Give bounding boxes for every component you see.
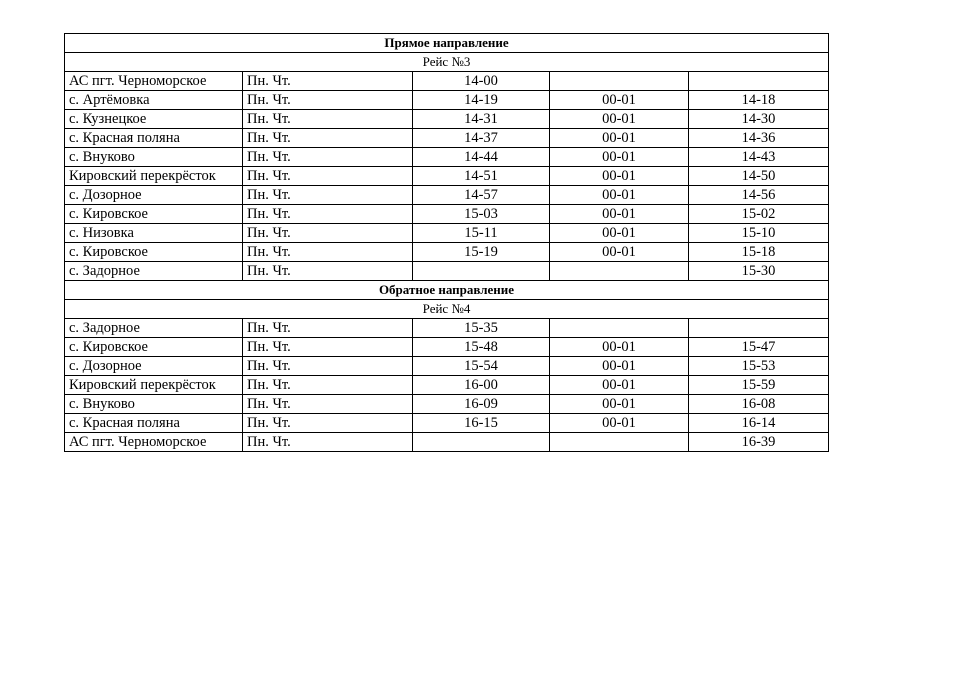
departure-time-cell (413, 262, 550, 281)
stop-duration-cell (550, 433, 689, 452)
stop-name-cell: с. Кировское (65, 338, 243, 357)
departure-time-cell: 14-00 (413, 72, 550, 91)
arrival-time-cell: 16-08 (689, 395, 829, 414)
table-row (65, 262, 829, 281)
departure-time-cell: 14-44 (413, 148, 550, 167)
arrival-time-cell: 14-18 (689, 91, 829, 110)
stop-name-cell: с. Кировское (65, 205, 243, 224)
arrival-time-cell: 14-43 (689, 148, 829, 167)
stop-duration-cell: 00-01 (550, 167, 689, 186)
forward-trip-number: Рейс №3 (65, 53, 829, 72)
table-row (65, 395, 829, 414)
stop-duration-cell: 00-01 (550, 376, 689, 395)
departure-time-cell: 14-57 (413, 186, 550, 205)
table-row (65, 338, 829, 357)
days-cell: Пн. Чт. (243, 205, 413, 224)
stop-duration-cell (550, 319, 689, 338)
forward-header: Прямое направление (65, 34, 829, 53)
table-row (65, 148, 829, 167)
arrival-time-cell: 15-47 (689, 338, 829, 357)
stop-name-cell: с. Задорное (65, 319, 243, 338)
arrival-time-cell: 15-10 (689, 224, 829, 243)
arrival-time-cell: 15-53 (689, 357, 829, 376)
stop-name-cell: с. Задорное (65, 262, 243, 281)
days-cell: Пн. Чт. (243, 91, 413, 110)
arrival-time-cell (689, 72, 829, 91)
days-cell: Пн. Чт. (243, 72, 413, 91)
departure-time-cell (413, 433, 550, 452)
stop-name-cell: с. Внуково (65, 395, 243, 414)
table-row (65, 433, 829, 452)
days-cell: Пн. Чт. (243, 395, 413, 414)
days-cell: Пн. Чт. (243, 357, 413, 376)
days-cell: Пн. Чт. (243, 167, 413, 186)
stop-name-cell: с. Кузнецкое (65, 110, 243, 129)
departure-time-cell: 16-00 (413, 376, 550, 395)
stop-name-cell: Кировский перекрёсток (65, 167, 243, 186)
arrival-time-cell: 15-59 (689, 376, 829, 395)
stop-duration-cell: 00-01 (550, 243, 689, 262)
departure-time-cell: 15-35 (413, 319, 550, 338)
arrival-time-cell (689, 319, 829, 338)
arrival-time-cell: 14-50 (689, 167, 829, 186)
departure-time-cell: 14-31 (413, 110, 550, 129)
stop-name-cell: АС пгт. Черноморское (65, 72, 243, 91)
table-row (65, 110, 829, 129)
days-cell: Пн. Чт. (243, 376, 413, 395)
arrival-time-cell: 15-30 (689, 262, 829, 281)
arrival-time-cell: 14-56 (689, 186, 829, 205)
table-row (65, 167, 829, 186)
departure-time-cell: 15-48 (413, 338, 550, 357)
arrival-time-cell: 16-39 (689, 433, 829, 452)
stop-duration-cell: 00-01 (550, 91, 689, 110)
arrival-time-cell: 14-30 (689, 110, 829, 129)
departure-time-cell: 15-54 (413, 357, 550, 376)
stop-duration-cell: 00-01 (550, 414, 689, 433)
stop-name-cell: с. Дозорное (65, 186, 243, 205)
stop-name-cell: с. Низовка (65, 224, 243, 243)
stop-name-cell: с. Красная поляна (65, 414, 243, 433)
days-cell: Пн. Чт. (243, 243, 413, 262)
trip-number-row (65, 300, 829, 319)
days-cell: Пн. Чт. (243, 110, 413, 129)
trip-number-row (65, 53, 829, 72)
days-cell: Пн. Чт. (243, 148, 413, 167)
stop-duration-cell: 00-01 (550, 338, 689, 357)
days-cell: Пн. Чт. (243, 224, 413, 243)
departure-time-cell: 14-51 (413, 167, 550, 186)
table-row (65, 72, 829, 91)
departure-time-cell: 16-09 (413, 395, 550, 414)
days-cell: Пн. Чт. (243, 319, 413, 338)
stop-duration-cell: 00-01 (550, 224, 689, 243)
days-cell: Пн. Чт. (243, 414, 413, 433)
timetable (64, 33, 829, 452)
departure-time-cell: 15-19 (413, 243, 550, 262)
days-cell: Пн. Чт. (243, 129, 413, 148)
days-cell: Пн. Чт. (243, 262, 413, 281)
stop-duration-cell: 00-01 (550, 148, 689, 167)
table-row (65, 243, 829, 262)
stop-duration-cell: 00-01 (550, 110, 689, 129)
arrival-time-cell: 15-02 (689, 205, 829, 224)
departure-time-cell: 15-11 (413, 224, 550, 243)
table-row (65, 91, 829, 110)
table-row (65, 205, 829, 224)
days-cell: Пн. Чт. (243, 338, 413, 357)
stop-name-cell: АС пгт. Черноморское (65, 433, 243, 452)
departure-time-cell: 15-03 (413, 205, 550, 224)
stop-duration-cell: 00-01 (550, 395, 689, 414)
table-row (65, 129, 829, 148)
days-cell: Пн. Чт. (243, 433, 413, 452)
days-cell: Пн. Чт. (243, 186, 413, 205)
arrival-time-cell: 16-14 (689, 414, 829, 433)
table-row (65, 224, 829, 243)
table-row (65, 414, 829, 433)
table-row (65, 319, 829, 338)
stop-name-cell: с. Внуково (65, 148, 243, 167)
table-row (65, 357, 829, 376)
stop-name-cell: с. Кировское (65, 243, 243, 262)
table-row (65, 186, 829, 205)
stop-name-cell: с. Дозорное (65, 357, 243, 376)
stop-name-cell: с. Артёмовка (65, 91, 243, 110)
section-header-row (65, 281, 829, 300)
departure-time-cell: 16-15 (413, 414, 550, 433)
stop-duration-cell (550, 262, 689, 281)
stop-name-cell: с. Красная поляна (65, 129, 243, 148)
stop-duration-cell (550, 72, 689, 91)
arrival-time-cell: 15-18 (689, 243, 829, 262)
table-row (65, 376, 829, 395)
stop-duration-cell: 00-01 (550, 205, 689, 224)
timetable-body (65, 34, 829, 452)
arrival-time-cell: 14-36 (689, 129, 829, 148)
stop-name-cell: Кировский перекрёсток (65, 376, 243, 395)
stop-duration-cell: 00-01 (550, 186, 689, 205)
departure-time-cell: 14-19 (413, 91, 550, 110)
departure-time-cell: 14-37 (413, 129, 550, 148)
backward-header: Обратное направление (65, 281, 829, 300)
stop-duration-cell: 00-01 (550, 129, 689, 148)
backward-trip-number: Рейс №4 (65, 300, 829, 319)
section-header-row (65, 34, 829, 53)
stop-duration-cell: 00-01 (550, 357, 689, 376)
